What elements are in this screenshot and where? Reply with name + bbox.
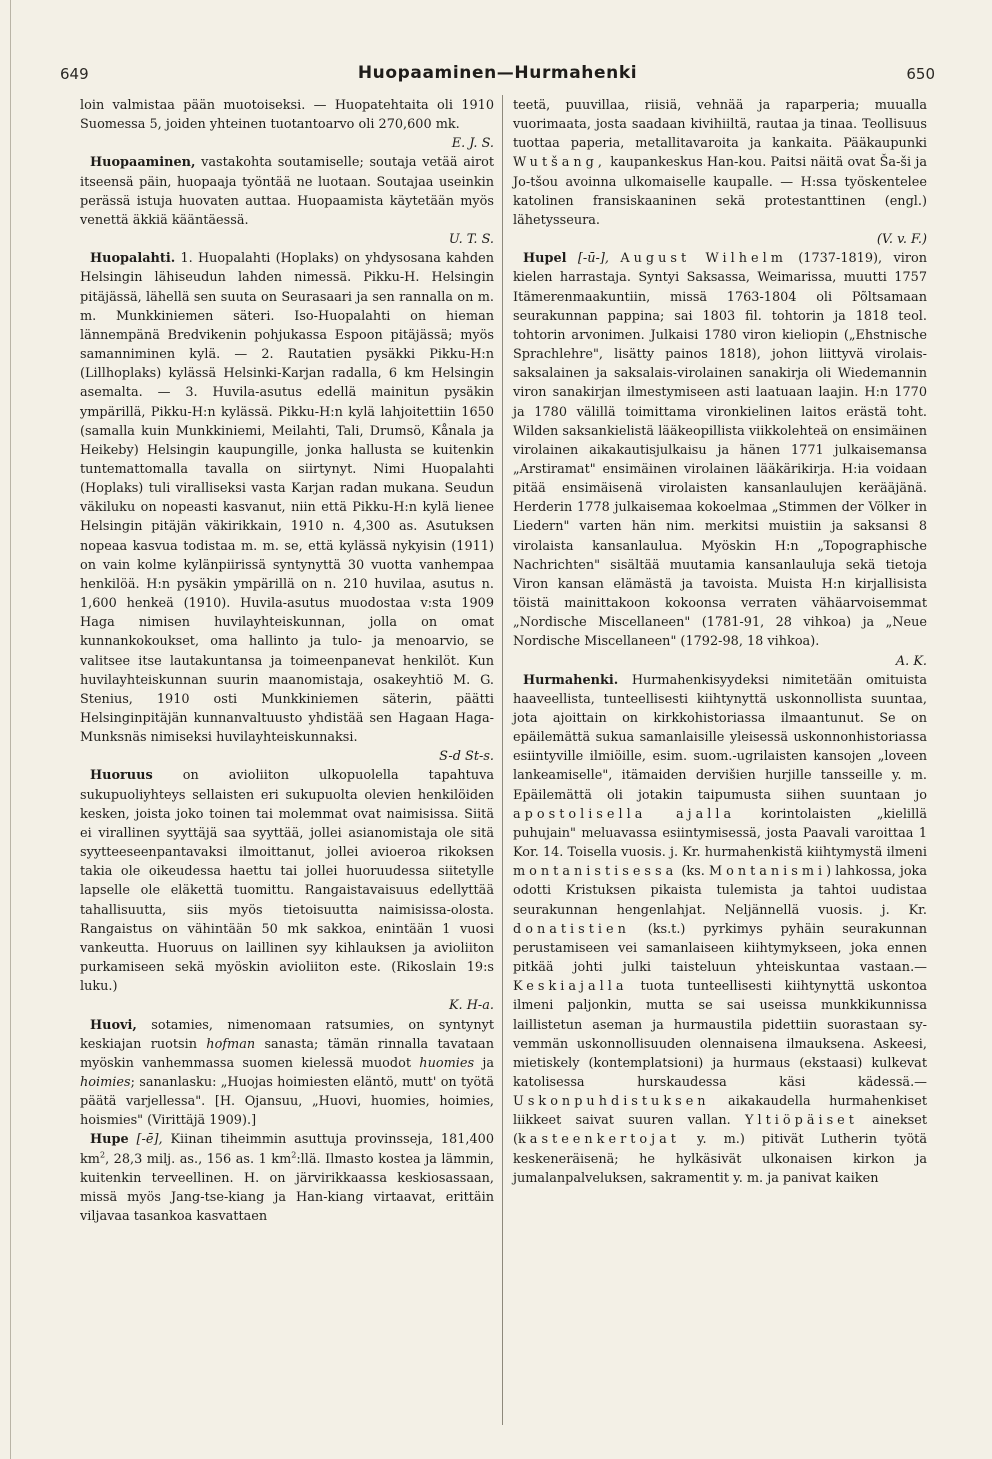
headword: Hupel bbox=[523, 251, 567, 267]
entry-huopalahti: Huopalahti. 1. Huopalahti (Hoplaks) on yhdysosana kahden Helsingin lähiseudun lahden nimessä. Pikku-H. Helsingin pitäjässä, lähellä sen suuta on Seurasaari ja sen rannalla on m. m. Munkkiniemen säteri. Iso-Huopalahti on hieman lännempänä Bredvikenin pohjukassa Espoon pitäjässä; myös samanniminen kylä. — 2. Rautatien pysäkki Pikku-H:n (Lillhoplaks) kylässä Helsinki-Karjan radalla, 6 km Helsingin asemalta. — 3. Huvila-asutus edellä mainitun pysäkin ympärillä, Pikku-H:n kylässä. Pikku-H:n kylä lahjoitettiin 1650 (samalla kuin Munkkiniemi, Meilahti, Tali, Drumsö, Kånala ja Heikeby) Helsingin kaupungille, jonka hallusta se kuitenkin tuntemattomalla tavalla on siirtynyt. Nimi Huopalahti (Hoplaks) tuli viralliseksi vasta Karjan radan mukana. Seudun väkiluku on nopeasti kasvanut, niin että Pikku-H:n kylä lienee Helsingin pitäjän väkirikkain, 1910 n. 4,300 as. Asutuksen nopeaa kasvua todistaa m. m. se, että kylässä nykyisin (1911) on vain kolme kylänpiirissä syntynyttä 30 vuotta vanhempaa henkilöä. H:n pysäkin ympärillä on n. 210 huvilaa, asutus n. 1,600 henkeä (1910). Huvila-asutus muodostaa v:sta 1909 Haga nimisen huvilayhteiskunnan, jolla on omat kunnankokoukset, oma hallinto ja tulo- ja menoarvio, se valitsee itse lautakuntansa ja toimeenpanevat henkilöt. Kun huvilayhteiskunnan suurin maanomistaja, osakeyhtiö M. G. Stenius, 1910 osti Munkkiniemen säterin, päätti Helsinginpitäjän kunnanvaltuusto yhdistää sen Hagaan Haga-Munksnäs nimiseksi huvilayhteiskunnaksi. bbox=[80, 251, 494, 746]
entry-huopaaminen: Huopaaminen, vastakohta soutamiselle; soutaja vetää airot itseensä päin, huopaaja työntää ne luotaan. Soutajaa useinkin perässä istuja huovaten auttaa. Huopaamista käytetään myös venettä äkkiä kääntäessä. bbox=[80, 155, 494, 228]
entry-hurmahenki: Hurmahenki. Hurmahenkisyydeksi nimitetään omituista haaveellista, tunteellisesti kiihtynyttä uskonnollista suuntaa, jota ajoittain on kirkkohistoriassa ilmaantunut. Se on epäilemättä sukua samanlaisille yleisessä uskonnonhistoriassa esiintyville ilmiöille, esim. suom.-ugrilaisten kansojen „loveen lankeamiselle", itämaiden dervišien hurjille tansseille y. m. Epäilemättä oli jotakin taipumusta siihen suuntaan jo apostolisella ajalla korintolaisten „kielillä puhujain" meluavassa esiintymisessä, josta Paavali varoittaa 1 Kor. 14. Toisella vuosis. j. Kr. hurmahenkistä kiihtymystä ilmeni montanistisessa (ks. Montanismi) lahkossa, joka odotti Kristuksen pikaista tulemista ja tahtoi uudistaa seurakunnan hengenlahjat. Neljännellä vuosis. j. Kr. donatistien (ks.t.) pyrkimys pyhäin seurakunnan perustamiseen vei samanlaiseen kiihtymykseen, joka ennen pitkää johti julki taisteluun yhteiskuntaa vastaan.— Keskiajalla tuota tunteellisesti kiihtynyttä uskontoa ilmeni paljonkin, mutta se sai useissa munkkikunnissa laillistetun aseman ja hurmaustila pidettiin suorastaan sy-vemmän uskonnollisuuden olennaisena ilmauksena. Askeesi, mietiskely (kontemplatsioni) ja hurmaus (ekstaasi) kulkevat katolisessa hurskaudessa käsi kädessä.— Uskonpuhdistuksen aikakaudella hurmahenkiset liikkeet saivat suuren vallan. Yltiöpäiset ainekset (kasteenkertojat y. m.) pitivät Lutherin työtä keskeneräisenä; he hylkäsivät ulkonaisen kirkon ja jumalanpalveluksen, sakramentit y. m. ja panivat kaiken bbox=[513, 672, 927, 1186]
author-signature: A. K. bbox=[895, 653, 927, 669]
entry-hupe: Hupe [-ē], Kiinan tiheimmin asuttuja provinsseja, 181,400 $km^2$, 28,3 milj. as., 156 as. 1 $km^2:llä$. Ilmasto kostea ja lämmin, kuitenkin terveellinen. H. on järvirikkaassa keskiosassaan, missä myös Jang-tse-kiang ja Han-kiang virtaavat, erittäin viljavaa tasankoa kasvattaen bbox=[80, 1132, 494, 1225]
headword: Huopaaminen, bbox=[90, 155, 196, 171]
page-number-left: 649 bbox=[60, 65, 89, 83]
left-column bbox=[80, 96, 494, 1226]
entry-continuation: teetä, puuvillaa, riisiä, vehnää ja raparperia; muualla vuorimaata, josta saadaan kivihiiltä, rautaa ja tinaa. Teollisuus tuottaa paperia, metallitavaroita ja kankaita. Pääkaupunki Wutšang, kaupankeskus Han-kou. Paitsi näitä ovat Ša-ši ja Jo-tšou avoinna ulkomaiselle kaupalle. — H:ssa työskentelee katolinen fransiskaaninen sekä protestanttinen (engl.) lähetysseura. bbox=[513, 98, 927, 228]
headword: Huovi, bbox=[90, 1017, 137, 1033]
page-header bbox=[60, 63, 935, 87]
author-signature: E. J. S. bbox=[451, 136, 494, 152]
running-title: Huopaaminen—Hurmahenki bbox=[357, 63, 638, 83]
author-signature: U. T. S. bbox=[448, 232, 494, 248]
page-number-right: 650 bbox=[906, 65, 935, 83]
entry-continuation: loin valmistaa pään muotoiseksi. — Huopatehtaita oli 1910 Suomessa 5, joiden yhteinen tuotantoarvo oli 270,600 mk. bbox=[80, 98, 494, 133]
entry-huovi: Huovi, sotamies, nimenomaan ratsumies, on syntynyt keskiajan ruotsin hofman sanasta; tämän rinnalla tavataan myöskin vanhemmassa suomen kielessä muodot huomies ja hoimies; sananlasku: „Huojas hoimiesten eläntö, mutt' on työtä päätä varjellessa". [H. Ojansuu, „Huovi, huomies, hoimies, hoismies" (Virittäjä 1909).] bbox=[80, 1017, 495, 1129]
author-signature: (V. v. F.) bbox=[876, 232, 927, 248]
headword: Huopalahti. bbox=[90, 251, 176, 267]
right-column bbox=[513, 96, 927, 1188]
headword: Hurmahenki. bbox=[523, 672, 619, 688]
column-divider bbox=[502, 95, 503, 1425]
author-signature: S-d St-s. bbox=[439, 749, 494, 765]
page-edge-rule bbox=[10, 0, 11, 1459]
headword: Hupe bbox=[90, 1132, 129, 1148]
entry-hupel: Hupel [-ū-], August Wilhelm (1737-1819), viron kielen harrastaja. Syntyi Saksassa, Weimarissa, muutti 1757 Itämerenmaakuntiin, missä 1763-1804 oli Põltsamaan seurakunnan pappina; sai 1803 fil. tohtorin ja 1818 teol. tohtorin arvonimen. Julkaisi 1780 viron kieliopin („Ehstnische Sprachlehre", lisätty painos 1818), johon liittyvä virolais-saksalainen ja saksalais-virolainen sanakirja oli Wiedemannin viron sanakirjan ilmestymiseen asti laatuaan laajin. H:n 1770 ja 1780 välillä toimittama vironkielinen laitos erästä toht. Wilden saksankielistä lääkeopillista viikkolehteä on ensimäinen virolainen aikakautisjulkaisu ja hänen 1771 julkaisemansa „Arstiramat" ensimäinen virolainen lääkärikirja. H:ia voidaan pitää ensimäisenä virolaisten kansanlaulujen kerääjänä. Herderin 1778 julkaisemaa kokoelmaa „Stimmen der Völker in Liedern" varten hän nim. merkitsi muistiin ja saksansi 8 virolaista kansanlaulua. Myöskin H:n „Topographische Nachrichten" sisältää muutamia kansanlauluja sekä tietoja Viron kansan elämästä ja tavoista. Muista H:n kirjallisista töistä mainittakoon kokoonsa verraten vähäarvoisemmat „Nordische Miscellaneen" (1781-91, 28 vihkoa) ja „Neue Nordische Miscellaneen" (1792-98, 18 vihkoa). bbox=[513, 251, 927, 650]
headword: Huoruus bbox=[90, 768, 153, 784]
author-signature: K. H-a. bbox=[448, 998, 494, 1014]
entry-huoruus: Huoruus on avioliiton ulkopuolella tapahtuva sukupuoliyhteys sellaisten eri sukupuolta olevien henkilöiden kesken, joista joko toinen tai molemmat ovat naimisissa. Siitä ei virallinen syyttäjä saa syyttää, jollei asianomistaja ole sitä syytteeseenpantavaksi ilmoittanut, jollei avioeroa rikoksen takia ole oikeudessa haettu tai jollei huoruudessa siitetylle lapselle ole eläkettä tuomittu. Rangaistavaisuus edellyttää tahallisuutta, siis myös tietoisuutta naimisissa-olosta. Rangaistus on vähintään 50 mk sakkoa, enintään 1 vuosi vankeutta. Huoruus on laillinen syy kihlauksen ja avioliiton purkamiseen sekä myöskin avioliiton este. (Rikoslain 19:s luku.) bbox=[80, 768, 495, 995]
